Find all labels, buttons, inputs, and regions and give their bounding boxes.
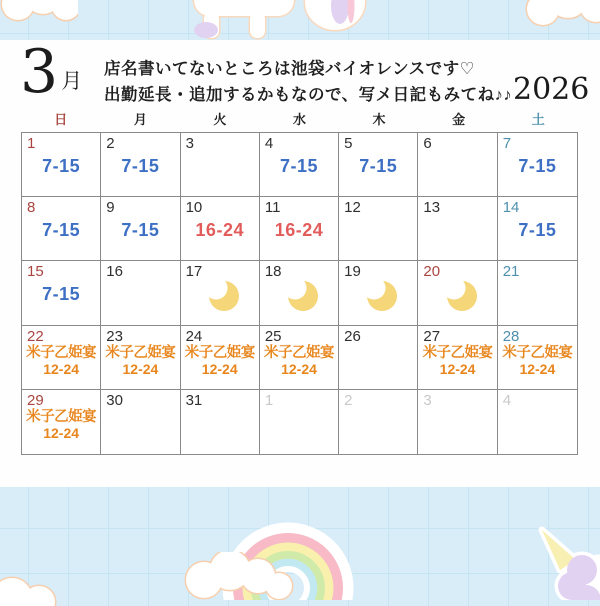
shop-event-time: 12-24 bbox=[43, 361, 80, 378]
date-number: 4 bbox=[264, 135, 274, 152]
date-number: 11 bbox=[264, 199, 281, 217]
calendar-grid bbox=[21, 132, 578, 455]
shift-time-morning: 7-15 bbox=[42, 156, 81, 176]
top-right-cloud-icon bbox=[518, 0, 600, 30]
shop-event bbox=[260, 345, 338, 378]
date-number: 25 bbox=[264, 327, 282, 345]
calendar-cell bbox=[260, 326, 339, 390]
date-number: 13 bbox=[423, 199, 441, 217]
weekday-label: 土 bbox=[531, 112, 545, 127]
month-unit: 月 bbox=[61, 69, 83, 93]
calendar-cell bbox=[101, 197, 180, 261]
calendar-cell bbox=[418, 197, 497, 261]
shop-event-name: 米子乙姫宴 bbox=[26, 344, 97, 361]
calendar-cell bbox=[101, 390, 180, 454]
calendar-cell bbox=[498, 261, 577, 325]
shop-event bbox=[22, 409, 100, 442]
rainbow-icon bbox=[222, 518, 354, 600]
shop-event bbox=[418, 345, 496, 378]
date-number: 14 bbox=[502, 199, 520, 217]
date-number: 26 bbox=[344, 327, 361, 345]
calendar-cell bbox=[101, 326, 180, 390]
weekday-row bbox=[21, 109, 578, 128]
date-number: 27 bbox=[423, 327, 441, 345]
calendar-cell bbox=[498, 390, 577, 454]
date-number: 29 bbox=[27, 391, 44, 409]
shop-event bbox=[181, 345, 259, 378]
weekday-label: 月 bbox=[133, 112, 147, 127]
calendar-cell bbox=[22, 390, 101, 454]
date-number: 9 bbox=[106, 199, 115, 217]
calendar-cell bbox=[498, 326, 577, 390]
calendar-cell bbox=[181, 390, 260, 454]
calendar-cell bbox=[101, 133, 180, 197]
date-number: 21 bbox=[502, 263, 520, 281]
crescent-moon-icon bbox=[204, 276, 242, 314]
date-number: 24 bbox=[185, 327, 203, 345]
shop-event bbox=[101, 345, 179, 378]
bottom-left-cloud-icon bbox=[0, 576, 64, 606]
calendar-cell bbox=[260, 390, 339, 454]
shift-time-morning: 7-15 bbox=[42, 220, 81, 241]
date-number: 10 bbox=[185, 199, 203, 217]
top-left-cloud-icon bbox=[0, 0, 78, 26]
month-number: 3 bbox=[20, 37, 59, 107]
shift-time-morning: 7-15 bbox=[42, 284, 81, 305]
shift-time-morning: 7-15 bbox=[279, 156, 318, 176]
shop-event-name: 米子乙姫宴 bbox=[263, 344, 334, 361]
shop-event-name: 米子乙姫宴 bbox=[184, 344, 255, 361]
calendar-cell bbox=[22, 197, 101, 261]
date-number: 23 bbox=[106, 327, 123, 345]
calendar-cell bbox=[418, 261, 497, 325]
shop-event-time: 12-24 bbox=[281, 361, 317, 378]
shop-event-name: 米子乙姫宴 bbox=[422, 344, 493, 361]
shift-time-morning: 7-15 bbox=[121, 156, 160, 176]
date-number: 18 bbox=[264, 263, 282, 281]
weekday-label: 水 bbox=[292, 112, 306, 127]
shop-event-time: 12-24 bbox=[439, 361, 476, 378]
date-number: 1 bbox=[264, 391, 274, 409]
date-number: 17 bbox=[185, 263, 203, 281]
date-number: 16 bbox=[106, 263, 123, 281]
shift-time-morning: 7-15 bbox=[121, 220, 160, 241]
shop-event-time: 12-24 bbox=[122, 361, 159, 378]
crescent-moon-icon bbox=[442, 276, 480, 314]
calendar-cell bbox=[339, 133, 418, 197]
weekday-label: 金 bbox=[452, 112, 466, 127]
weekday-label: 火 bbox=[213, 112, 227, 127]
bottom-cloud-icon bbox=[178, 552, 298, 600]
date-number: 22 bbox=[27, 327, 44, 345]
calendar-cell bbox=[181, 326, 260, 390]
date-number: 2 bbox=[344, 391, 353, 409]
calendar-cell bbox=[498, 197, 577, 261]
calendar-cell bbox=[181, 197, 260, 261]
calendar-cell bbox=[260, 197, 339, 261]
shift-time-morning: 7-15 bbox=[518, 156, 557, 176]
date-number: 30 bbox=[106, 391, 123, 409]
date-number: 4 bbox=[502, 391, 512, 409]
calendar-cell bbox=[339, 326, 418, 390]
shop-event-time: 12-24 bbox=[43, 425, 80, 442]
date-number: 6 bbox=[423, 135, 432, 152]
calendar-cell bbox=[22, 261, 101, 325]
bottom-right-unicorn-icon bbox=[532, 518, 600, 600]
shift-time-evening: 16-24 bbox=[274, 220, 324, 241]
date-number: 31 bbox=[185, 391, 203, 409]
date-number: 3 bbox=[423, 391, 432, 409]
note-line-1: 店名書いてないところは池袋バイオレンスです♡ bbox=[104, 60, 475, 78]
calendar-cell bbox=[418, 326, 497, 390]
calendar-cell bbox=[339, 261, 418, 325]
top-unicorn-icon bbox=[190, 0, 375, 44]
calendar-cell bbox=[418, 133, 497, 197]
calendar-cell bbox=[260, 261, 339, 325]
date-number: 2 bbox=[106, 135, 115, 152]
shop-event bbox=[498, 345, 577, 378]
shop-event-name: 米子乙姫宴 bbox=[105, 344, 176, 361]
date-number: 1 bbox=[27, 135, 36, 152]
date-number: 8 bbox=[27, 199, 36, 217]
month-title bbox=[20, 37, 83, 107]
shift-time-evening: 16-24 bbox=[195, 220, 244, 241]
calendar-cell bbox=[498, 133, 577, 197]
calendar-cell bbox=[181, 133, 260, 197]
shop-event-name: 米子乙姫宴 bbox=[26, 408, 97, 425]
calendar-cell bbox=[418, 390, 497, 454]
calendar-cell bbox=[101, 261, 180, 325]
date-number: 20 bbox=[423, 263, 441, 281]
shift-time-morning: 7-15 bbox=[359, 156, 398, 176]
calendar-cell bbox=[339, 197, 418, 261]
weekday-label: 木 bbox=[372, 112, 386, 127]
shop-event-time: 12-24 bbox=[519, 361, 556, 378]
date-number: 7 bbox=[502, 135, 512, 152]
date-number: 5 bbox=[344, 135, 353, 152]
shop-event-time: 12-24 bbox=[201, 361, 238, 378]
crescent-moon-icon bbox=[283, 276, 321, 314]
note-line-2: 出勤延長・追加するかもなので、写メ日記もみてね♪♪ bbox=[104, 86, 513, 104]
calendar-cell bbox=[260, 133, 339, 197]
calendar-cell bbox=[339, 390, 418, 454]
date-number: 28 bbox=[502, 327, 520, 345]
weekday-label: 日 bbox=[54, 112, 68, 127]
header-note bbox=[104, 56, 512, 108]
year-label: 2026 bbox=[513, 72, 590, 107]
date-number: 15 bbox=[27, 263, 44, 281]
date-number: 12 bbox=[344, 199, 361, 217]
date-number: 3 bbox=[185, 135, 194, 152]
calendar-cell bbox=[22, 133, 101, 197]
calendar-cell bbox=[181, 261, 260, 325]
date-number: 19 bbox=[344, 263, 361, 281]
calendar-cell bbox=[22, 326, 101, 390]
shift-time-morning: 7-15 bbox=[518, 220, 557, 241]
crescent-moon-icon bbox=[362, 276, 400, 314]
shop-event-name: 米子乙姫宴 bbox=[502, 344, 573, 361]
shop-event bbox=[22, 345, 100, 378]
